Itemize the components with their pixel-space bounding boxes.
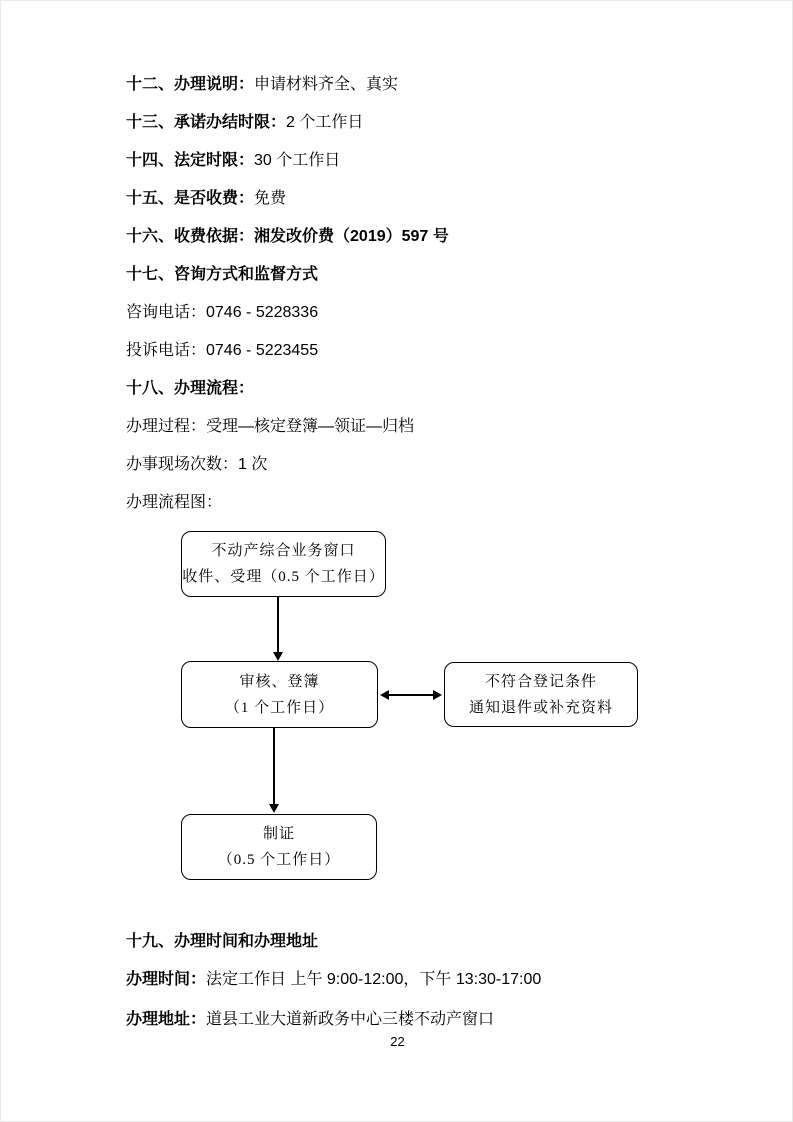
item-12 [126,74,672,95]
arrow-head-right-icon [433,690,442,700]
flow-box-reject-line2: 通知退件或补充资料 [468,699,613,716]
item-18-heading-text: 十八、办理流程： [126,380,255,397]
item-17-heading-text: 十七、咨询方式和监督方式 [126,266,319,283]
document-content [1,1,792,1049]
visit-count-line: 办事现场次数：1 次 [126,456,268,473]
item-14 [126,150,672,171]
process-line: 办理过程：受理—核定登簿—领证—归档 [126,418,415,435]
arrow-head-down-icon [269,804,279,813]
arrow-shaft [273,728,275,804]
flow-arrow-down-2 [268,728,280,813]
item-13 [126,112,672,133]
arrow-shaft [389,694,433,696]
office-address-line [126,1009,672,1030]
office-address-label: 办理地址： [126,1011,207,1028]
item-19-heading [126,931,672,952]
arrow-shaft [277,597,279,652]
office-time-line [126,969,672,990]
item-15 [126,188,672,209]
flow-box-reject [444,662,638,727]
flow-box-certificate-line2: （0.5 个工作日） [217,852,341,868]
arrow-head-down-icon [273,652,283,661]
consult-phone-line: 咨询电话：0746 - 5228336 [126,304,319,321]
flow-box-reject-line1: 不符合登记条件 [484,673,597,690]
flow-box-review-line1: 审核、登簿 [239,673,320,690]
flowchart-caption: 办理流程图： [126,494,223,511]
office-time-value: 法定工作日 上午 9:00-12:00，下午 13:30-17:00 [206,971,542,988]
flow-box-certificate-line1: 制证 [262,826,295,842]
flow-box-review-line2: （1 个工作日） [224,699,335,716]
item-18-heading [126,378,672,399]
item-14-value: 30 个工作日 [254,152,341,169]
process-flowchart [1,530,793,882]
flow-arrow-double-horizontal [380,689,442,701]
flow-box-intake-line2: 收件、受理（0.5 个工作日） [182,569,385,585]
flow-box-certificate [181,814,377,880]
item-12-value: 申请材料齐全、真实 [254,76,399,93]
flow-box-intake-line1: 不动产综合业务窗口 [211,543,356,559]
item-14-label: 十四、法定时限： [126,152,255,169]
flow-box-review [181,661,378,728]
office-time-label: 办理时间： [126,971,207,988]
item-16-value: 湘发改价费（2019）597 号 [254,228,449,245]
office-address-value: 道县工业大道新政务中心三楼不动产窗口 [206,1011,495,1028]
item-13-label: 十三、承诺办结时限： [126,114,287,131]
item-19-heading-text: 十九、办理时间和办理地址 [126,933,319,950]
item-16 [126,226,672,247]
item-13-value: 2 个工作日 [286,114,364,131]
complaint-phone-line: 投诉电话：0746 - 5223455 [126,342,319,359]
flow-box-intake [181,531,386,597]
item-16-label: 十六、收费依据： [126,228,255,245]
item-17-heading [126,264,672,285]
arrow-head-left-icon [380,690,389,700]
flow-arrow-down-1 [272,597,284,661]
item-12-label: 十二、办理说明： [126,76,255,93]
item-15-label: 十五、是否收费： [126,190,255,207]
item-15-value: 免费 [254,190,287,207]
page-number: 22 [390,1034,405,1049]
